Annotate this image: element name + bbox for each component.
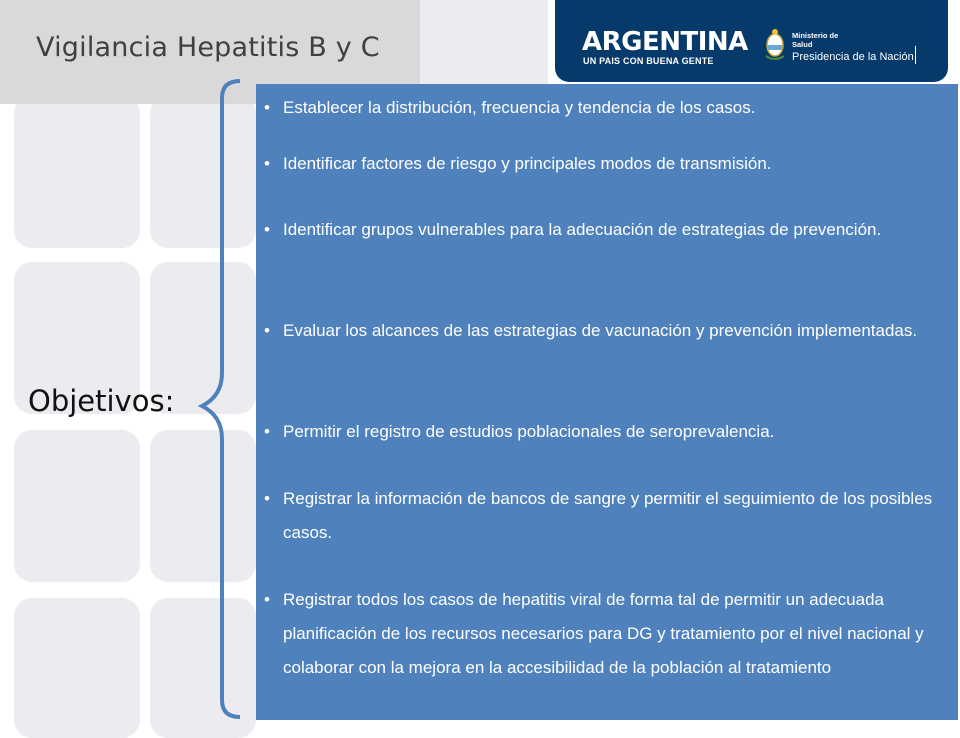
- logo-divider: [915, 46, 916, 64]
- objective-text: Evaluar los alcances de las estrategias de vacunación y prevención implementadas.: [283, 321, 918, 340]
- objective-item: [264, 314, 954, 348]
- government-logo-banner: [555, 0, 948, 82]
- background-tile: [14, 96, 140, 248]
- objective-item: [264, 213, 954, 247]
- background-tile: [14, 598, 140, 738]
- objective-text: Identificar factores de riesgo y principales modos de transmisión.: [283, 154, 772, 173]
- coat-of-arms-icon: [763, 26, 787, 62]
- background-tile: [14, 430, 140, 582]
- ministry-label: Ministerio de Salud: [792, 31, 839, 49]
- objective-text: Establecer la distribución, frecuencia y tendencia de los casos.: [283, 98, 756, 117]
- bullet-icon: •: [264, 422, 270, 441]
- bullet-icon: •: [264, 321, 270, 340]
- bullet-icon: •: [264, 590, 270, 609]
- bullet-icon: •: [264, 154, 270, 173]
- objective-text: Identificar grupos vulnerables para la adecuación de estrategias de prevención.: [283, 220, 882, 239]
- logo-tagline: UN PAIS CON BUENA GENTE: [583, 56, 714, 66]
- bullet-icon: •: [264, 489, 270, 508]
- objective-item: [264, 482, 954, 550]
- objective-item: [264, 147, 954, 181]
- curly-brace: [196, 78, 246, 720]
- objectives-label: Objetivos:: [28, 384, 175, 418]
- page-title: Vigilancia Hepatitis B y C: [36, 32, 380, 63]
- bullet-icon: •: [264, 98, 270, 117]
- logo-brand: ARGENTINA: [582, 27, 748, 57]
- objective-text: Registrar todos los casos de hepatitis viral de forma tal de permitir un adecuada planificación de los recursos necesarios para DG y tratamiento por el nivel nacional y colaborar con la mejora en la accesibilidad de la población al tratamiento: [283, 590, 924, 677]
- objective-item: [264, 583, 954, 685]
- objective-item: [264, 91, 954, 125]
- objective-text: Permitir el registro de estudios poblacionales de seroprevalencia.: [283, 422, 775, 441]
- objectives-panel: [256, 84, 958, 720]
- bullet-icon: •: [264, 220, 270, 239]
- objective-text: Registrar la información de bancos de sangre y permitir el seguimiento de los posibles casos.: [283, 489, 933, 542]
- objective-item: [264, 415, 954, 449]
- presidency-label: Presidencia de la Nación: [792, 51, 914, 63]
